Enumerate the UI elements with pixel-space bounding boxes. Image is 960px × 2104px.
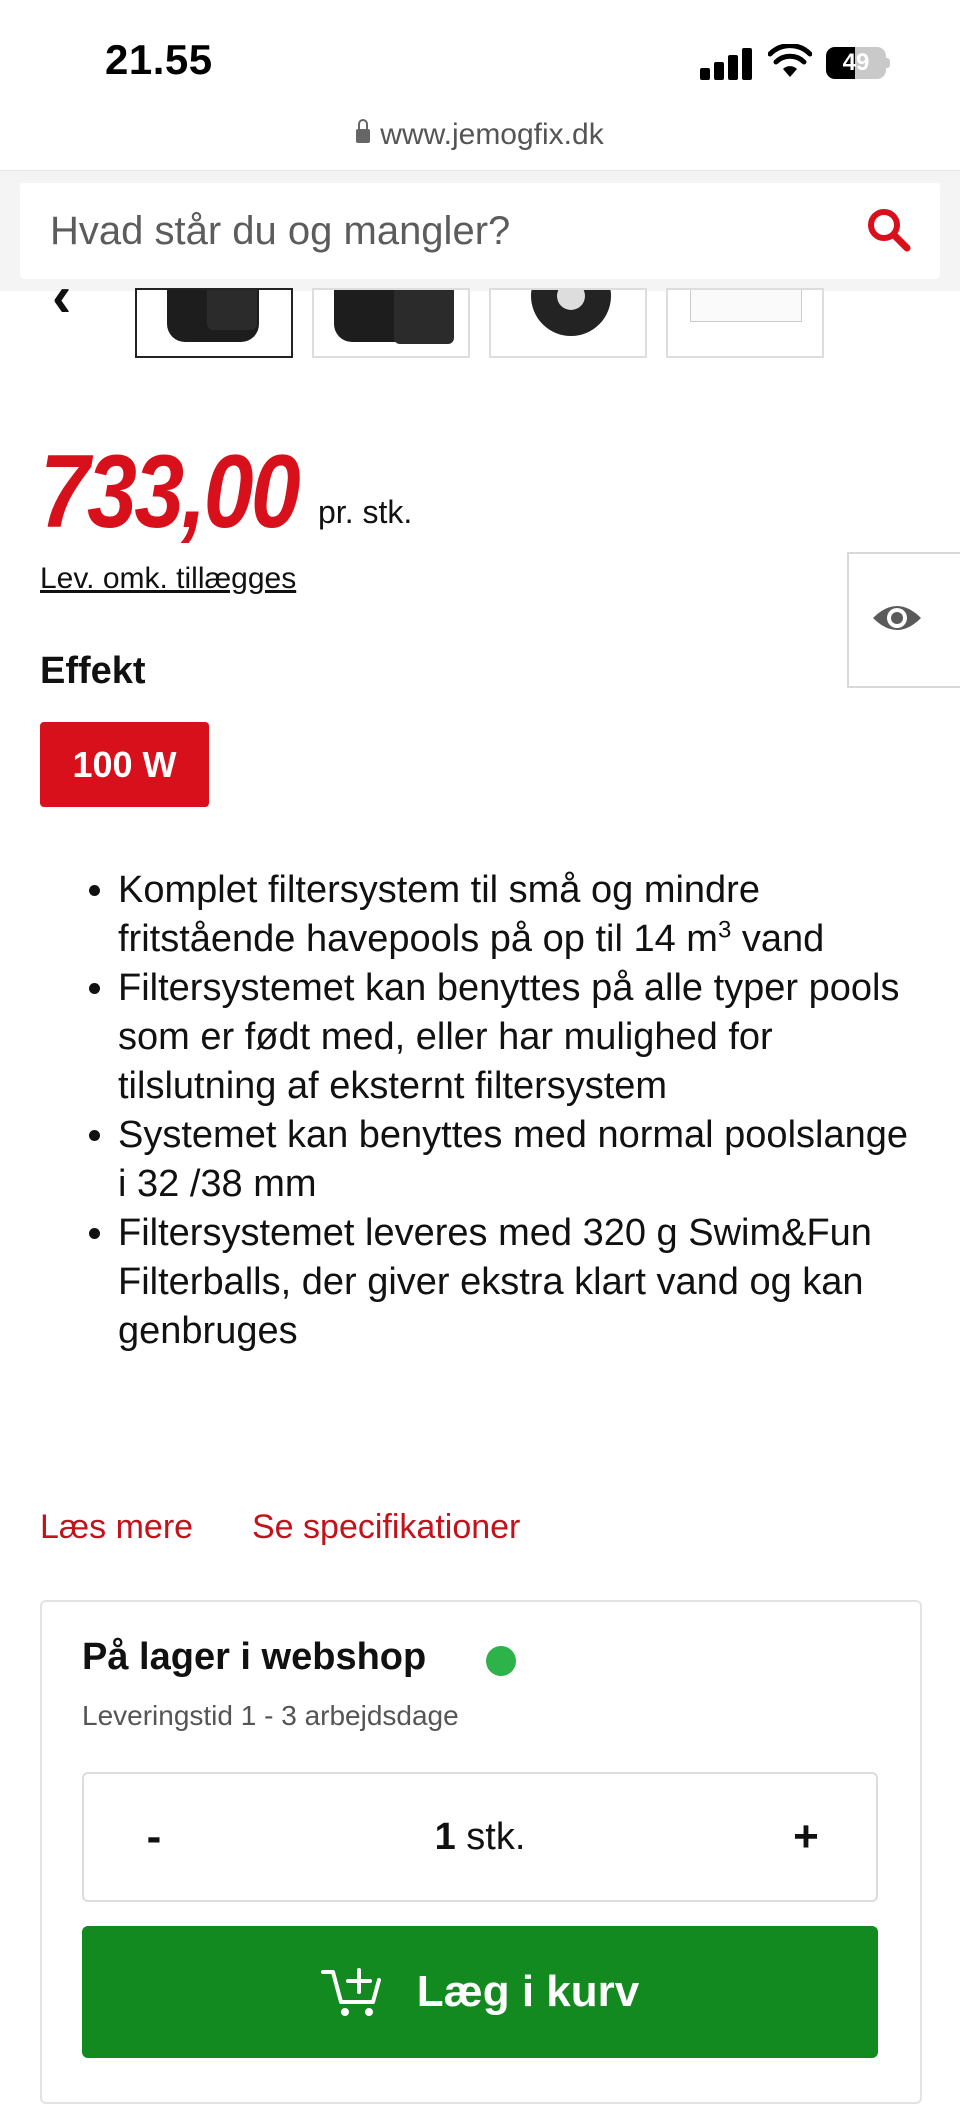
wifi-icon bbox=[768, 44, 812, 80]
effect-option-100w[interactable]: 100 W bbox=[40, 722, 209, 807]
quantity-stepper bbox=[82, 1772, 878, 1902]
battery-level: 49 bbox=[842, 49, 870, 76]
thumbnail-4[interactable] bbox=[666, 288, 824, 358]
shipping-cost-link[interactable]: Lev. omk. tillægges bbox=[40, 562, 297, 595]
effect-label: Effekt bbox=[40, 650, 146, 692]
search-input[interactable] bbox=[50, 183, 850, 279]
stock-status-dot bbox=[486, 1646, 516, 1676]
feature-item: • Komplet filtersystem til små og mindre fritstående havepools på op til 14 $m^3$ vand bbox=[118, 866, 920, 964]
product-price: 733,00 bbox=[40, 434, 299, 550]
search-box bbox=[20, 183, 940, 279]
read-more-link[interactable]: Læs mere bbox=[40, 1508, 194, 1546]
status-time: 21.55 bbox=[105, 36, 213, 83]
lock-icon bbox=[356, 129, 370, 143]
quantity-value[interactable]: 1 stk. bbox=[434, 1816, 526, 1858]
add-to-cart-button[interactable] bbox=[82, 1926, 878, 2058]
thumbnail-1[interactable] bbox=[135, 288, 293, 358]
search-icon[interactable] bbox=[864, 205, 914, 255]
specifications-link[interactable]: Se specifikationer bbox=[252, 1508, 521, 1546]
quantity-increase-button[interactable]: + bbox=[793, 1812, 819, 1861]
address-bar[interactable] bbox=[0, 118, 960, 168]
search-bar bbox=[0, 170, 960, 291]
thumbnail-prev-button[interactable]: ‹ bbox=[52, 264, 72, 329]
feature-item: • Filtersystemet kan benyttes på alle typer pools som er født med, eller har mulighed for tilslutning af eksternt filtersystem bbox=[118, 964, 920, 1111]
feature-item: • Filtersystemet leveres med 320 g Swim&Fun Filterballs, der giver ekstra klart vand og kan genbruges bbox=[118, 1209, 920, 1356]
status-bar bbox=[0, 0, 960, 120]
delivery-time: Leveringstid 1 - 3 arbejdsdage bbox=[82, 1700, 459, 1731]
stock-status-title: På lager i webshop bbox=[82, 1636, 427, 1678]
thumbnail-2[interactable] bbox=[312, 288, 470, 358]
cart-add-icon bbox=[321, 1964, 383, 2020]
url-text: www.jemogfix.dk bbox=[380, 118, 604, 151]
cellular-signal-icon bbox=[700, 48, 752, 80]
stock-card bbox=[40, 1600, 922, 2104]
add-to-cart-label: Læg i kurv bbox=[416, 1967, 640, 2016]
feature-item: • Systemet kan benyttes med normal poolslange i 32 /38 mm bbox=[118, 1111, 920, 1209]
battery-icon bbox=[826, 47, 890, 79]
viewers-button[interactable] bbox=[847, 552, 960, 688]
thumbnail-3[interactable] bbox=[489, 288, 647, 358]
quantity-decrease-button[interactable]: - bbox=[146, 1812, 162, 1861]
feature-list bbox=[40, 866, 920, 1356]
price-unit: pr. stk. bbox=[318, 494, 413, 530]
eye-icon bbox=[871, 600, 923, 636]
